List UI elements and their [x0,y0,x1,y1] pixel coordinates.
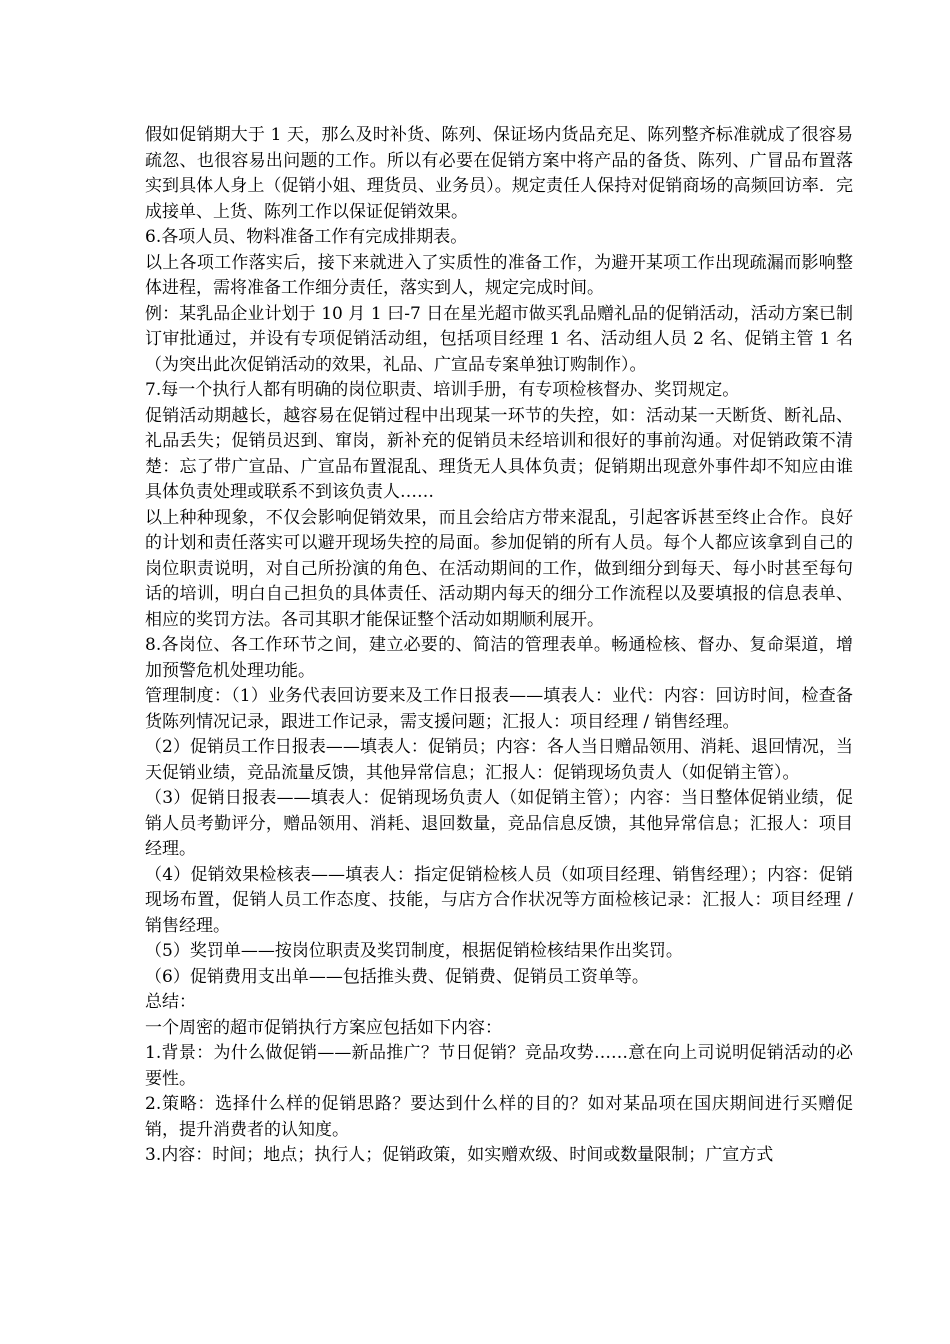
heading-item-8: 8.各岗位、各工作环节之间，建立必要的、简洁的管理表单。畅通检核、督办、复命渠道，增加预警危机处理功能。 [145,635,853,681]
paragraph-form-1: 管理制度：（1）业务代表回访要来及工作日报表——填表人：业代：内容：回访时间，检查备货陈列情况记录，跟进工作记录，需支援问题；汇报人：项目经理 / 销售经理。 [145,686,853,732]
paragraph-form-4: （4）促销效果检核表——填表人：指定促销检核人员（如项目经理、销售经理）；内容：促销现场布置，促销人员工作态度、技能，与店方合作状况等方面检核记录：汇报人：项目经理 / 销售经理。 [145,864,853,936]
paragraph-example: 例：某乳品企业计划于 10 月 1 曰-7 日在星光超市做买乳品赠礼品的促销活动，活动方案已制订审批通过，并设有专项促销活动组，包括项目经理 1 名、活动组人员 2 名、促销主管 1 名（为突出此次促销活动的效果，礼品、广宣品专案单独订购制作）。 [145,303,853,375]
heading-item-6: 6.各项人员、物料准备工作有完成排期表。 [145,227,468,247]
heading-item-7: 7.每一个执行人都有明确的岗位职责、培训手册，有专项检核督办、奖罚规定。 [145,380,740,400]
paragraph-form-2: （2）促销员工作日报表——填表人：促销员；内容：各人当日赠品领用、消耗、退回情况，当天促销业绩，竞品流量反馈，其他异常信息；汇报人：促销现场负责人（如促销主管）。 [145,737,853,783]
paragraph-loss-of-control: 促销活动期越长，越容易在促销过程中出现某一环节的失控，如：活动某一天断货、断礼品、礼品丢失；促销员迟到、窜岗，新补充的促销员未经培训和很好的事前沟通。对促销政策不清楚：忘了带广宣品、广宣品布置混乱、理货无人具体负责；促销期出现意外事件却不知应由谁具体负责处理或联系不到该负责人…… [145,405,853,502]
heading-summary: 总结： [145,992,196,1012]
paragraph-restock: 假如促销期大于 1 天，那么及时补货、陈列、保证场内货品充足、陈列整齐标准就成了很容易疏忽、也很容易出问题的工作。所以有必要在促销方案中将产品的备货、陈列、广冒品布置落实到具体人身上（促销小姐、理货员、业务员）。规定责任人保持对促销商场的高频回访率．完成接单、上货、陈列工作以保证促销效果。 [145,125,853,222]
paragraph-preparation: 以上各项工作落实后，接下来就进入了实质性的准备工作，为避开某项工作出现疏漏而影响整体进程，需将准备工作细分责任，落实到人，规定完成时间。 [145,252,853,298]
paragraph-form-6: （6）促销费用支出单——包括推头费、促销费、促销员工资单等。 [145,966,649,987]
paragraph-form-3: （3）促销日报表——填表人：促销现场负责人（如促销主管）；内容：当日整体促销业绩，促销人员考勤评分，赠品领用、消耗、退回数量，竞品信息反馈，其他异常信息；汇报人：项目经理。 [145,788,853,859]
paragraph-summary-intro: 一个周密的超市促销执行方案应包括如下内容： [145,1017,502,1038]
paragraph-summary-2: 2.策略：选择什么样的促销思路？要达到什么样的目的？如对某品项在国庆期间进行买赠促销，提升消费者的认知度。 [145,1094,853,1140]
paragraph-summary-3: 3.内容：时间；地点；执行人；促销政策，如实赠欢级、时间或数量限制；广宣方式 [145,1145,774,1165]
paragraph-summary-1: 1.背景：为什么做促销——新品推广？节日促销？竞品攻势……意在向上司说明促销活动的必要性。 [145,1043,853,1089]
document-body [145,123,853,1169]
paragraph-form-5: （5）奖罚单——按岗位职责及奖罚制度，根据促销检核结果作出奖罚。 [145,941,683,961]
paragraph-responsibility: 以上种种现象，不仅会影响促销效果，而且会给店方带来混乱，引起客诉甚至终止合作。良好的计划和责任落实可以避开现场失控的局面。参加促销的所有人员。每个人都应该拿到自己的岗位职责说明，对自己所扮演的角色、在活动期间的工作，做到细分到每天、每小时甚至每句话的培训，明白自己担负的具体责任、活动期内每天的细分工作流程以及要填报的信息表单、相应的奖罚方法。各司其职才能保证整个活动如期顺利展开。 [145,507,853,630]
